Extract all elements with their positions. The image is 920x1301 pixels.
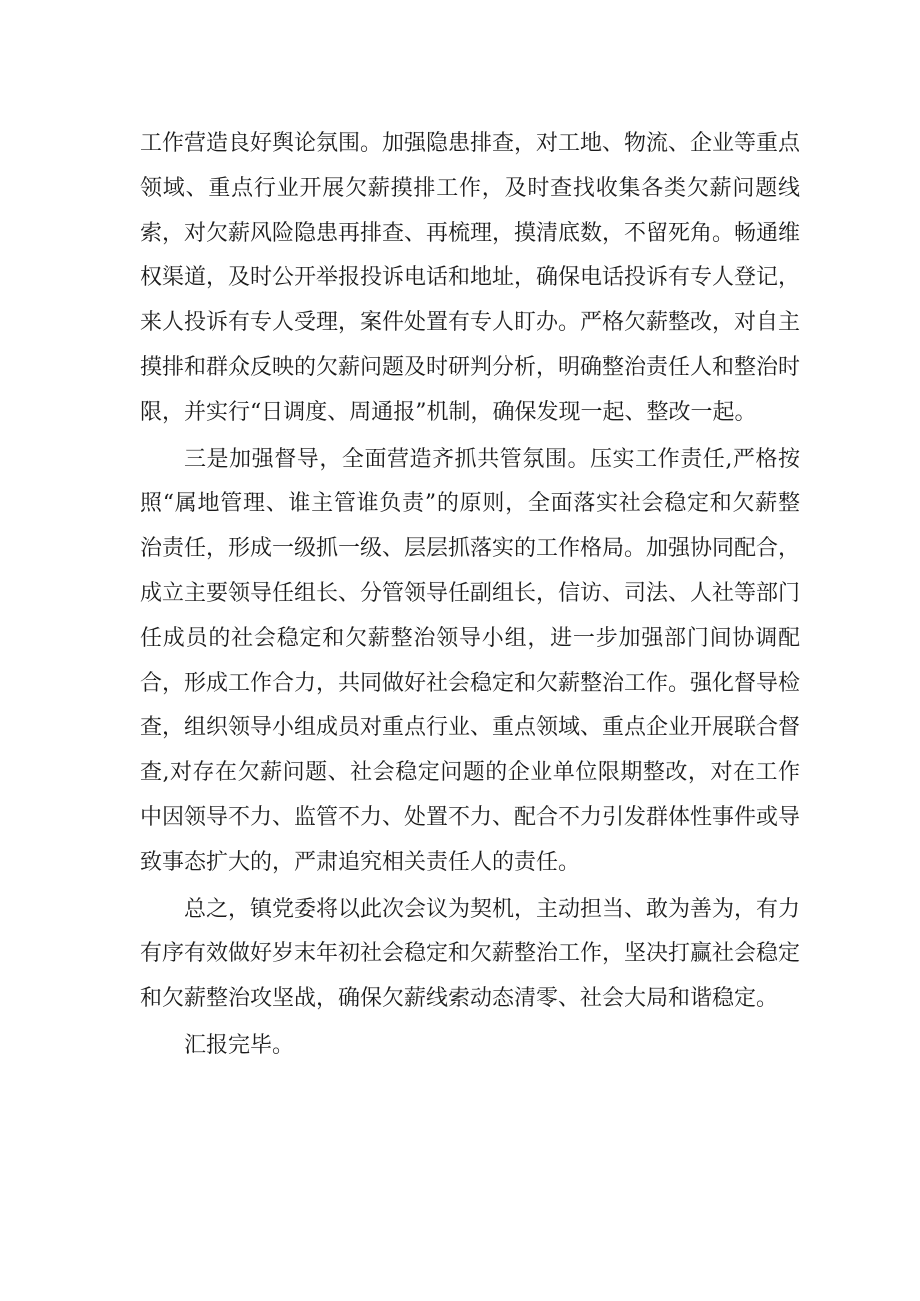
paragraph-summary: 总之，镇党委将以此次会议为契机，主动担当、敢为善为，有力有序有效做好岁末年初社会稳定和欠薪整治工作，坚决打赢社会稳定和欠薪整治攻坚战，确保欠薪线索动态清零、社会大局和谐稳定。 (140, 896, 801, 1012)
document-body (140, 122, 800, 1069)
paragraph-continuation: 工作营造良好舆论氛围。加强隐患排查，对工地、物流、企业等重点领域、重点行业开展欠薪摸排工作，及时查找收集各类欠薪问题线索，对欠薪风险隐患再排查、再梳理，摸清底数，不留死角。畅通维权渠道，及时公开举报投诉电话和地址，确保电话投诉有专人登记，来人投诉有专人受理，案件处置有专人盯办。严格欠薪整改，对自主摸排和群众反映的欠薪问题及时研判分析，明确整治责任人和整治时限，并实行“日调度、周通报”机制，确保发现一起、整改一起。 (140, 131, 801, 425)
paragraph-supervision: 三是加强督导，全面营造齐抓共管氛围。压实工作责任,严格按照“属地管理、谁主管谁负责”的原则，全面落实社会稳定和欠薪整治责任，形成一级抓一级、层层抓落实的工作格局。加强协同配合，成立主要领导任组长、分管领导任副组长，信访、司法、人社等部门任成员的社会稳定和欠薪整治领导小组，进一步加强部门间协调配合，形成工作合力，共同做好社会稳定和欠薪整治工作。强化督导检查，组织领导小组成员对重点行业、重点领域、重点企业开展联合督查,对存在欠薪问题、社会稳定问题的企业单位限期整改，对在工作中因领导不力、监管不力、处置不力、配合不力引发群体性事件或导致事态扩大的，严肃追究相关责任人的责任。 (140, 446, 801, 875)
paragraph-closing: 汇报完毕。 (184, 1032, 295, 1058)
